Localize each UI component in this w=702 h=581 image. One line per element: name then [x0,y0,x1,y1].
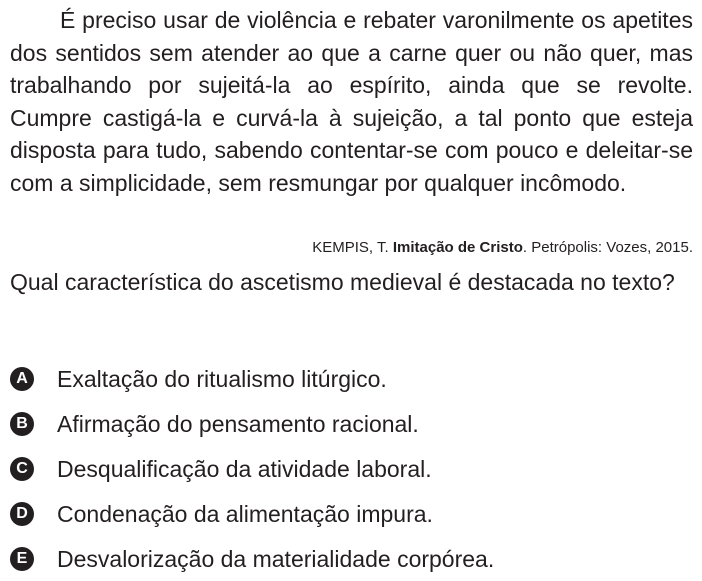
citation-publication: . Petrópolis: Vozes, 2015. [522,239,693,256]
option-c[interactable] [10,446,693,491]
option-letter-badge: B [10,412,34,436]
citation-author: KEMPIS, T. [312,239,393,256]
option-d[interactable] [10,491,693,536]
option-text: Desvalorização da materialidade corpórea. [57,545,495,572]
option-text: Desqualificação da atividade laboral. [57,455,432,482]
option-a[interactable] [10,356,693,401]
passage-text: É preciso usar de violência e rebater varonilmente os apetites dos sentidos sem atender ao que a carne quer ou não quer, mas trabalhando por sujeitá-la ao espírito, ainda que se revolte. Cumpre castigá-la e curvá-la à sujeição, a tal ponto que esteja disposta para tudo, sabendo contentar-se com pouco e deleitar-se com a simplicidade, sem resmungar por qualquer incômodo. [10,7,693,196]
answer-options [10,356,693,581]
option-letter-badge: C [10,457,34,481]
option-letter-badge: A [10,367,34,391]
option-text: Afirmação do pensamento racional. [57,410,419,437]
citation-title: Imitação de Cristo [392,239,523,256]
option-text: Condenação da alimentação impura. [57,500,433,527]
source-citation [312,238,693,258]
question-stem: Qual característica do ascetismo medieval é destacada no texto? [10,269,675,295]
option-e[interactable] [10,536,693,581]
option-letter-badge: D [10,502,34,526]
option-letter-badge: E [10,547,34,571]
option-b[interactable] [10,401,693,446]
option-text: Exaltação do ritualismo litúrgico. [57,365,387,392]
